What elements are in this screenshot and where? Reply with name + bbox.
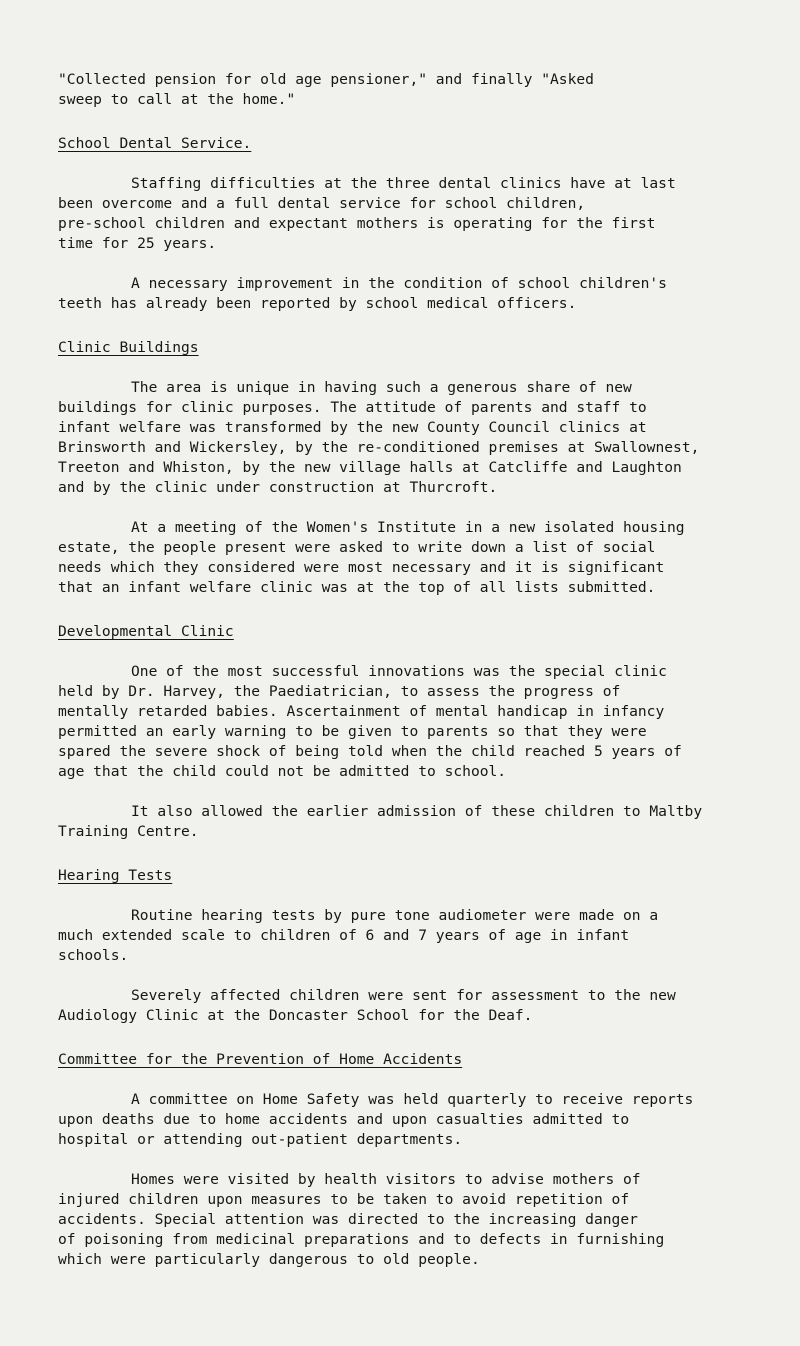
section-home-accidents-committee [58, 1050, 770, 1270]
section-paragraph: Homes were visited by health visitors to advise mothers of injured children upon measures to be taken to avoid repetition of accidents. Special attention was directed to the increasing danger of poisoning from medicinal preparations and to defects in furnishing which were particularly dangerous to old people. [58, 1171, 665, 1268]
section-paragraph: It also allowed the earlier admission of these children to Maltby Training Centre. [58, 803, 703, 840]
section-paragraph: A committee on Home Safety was held quarterly to receive reports upon deaths due to home accidents and upon casualties admitted to hospital or attending out-patient departments. [58, 1091, 694, 1148]
section-heading: Hearing Tests [58, 867, 173, 884]
section-hearing-tests [58, 866, 770, 1026]
section-paragraph: Severely affected children were sent for assessment to the new Audiology Clinic at the Doncaster School for the Deaf. [58, 987, 676, 1024]
section-school-dental-service [58, 134, 770, 314]
section-paragraph: One of the most successful innovations was the special clinic held by Dr. Harvey, the Paediatrician, to assess the progress of mentally retarded babies. Ascertainment of mental handicap in infancy permitted an early warning to be given to parents so that they were spared the severe shock of being told when the child reached 5 years of age that the child could not be admitted to school. [58, 663, 682, 780]
section-heading: Committee for the Prevention of Home Accidents [58, 1051, 463, 1068]
section-developmental-clinic [58, 622, 770, 842]
section-paragraph: Routine hearing tests by pure tone audiometer were made on a much extended scale to children of 6 and 7 years of age in infant schools. [58, 907, 659, 964]
section-clinic-buildings [58, 338, 770, 598]
section-paragraph: A necessary improvement in the condition of school children's teeth has already been reported by school medical officers. [58, 275, 667, 312]
section-paragraph: At a meeting of the Women's Institute in a new isolated housing estate, the people present were asked to write down a list of social needs which they considered were most necessary and it is significant that an infant welfare clinic was at the top of all lists submitted. [58, 519, 685, 596]
intro-paragraph: "Collected pension for old age pensioner," and finally "Asked sweep to call at the home." [58, 71, 594, 108]
section-heading: Developmental Clinic [58, 623, 234, 640]
section-paragraph: The area is unique in having such a generous share of new buildings for clinic purposes. The attitude of parents and staff to infant welfare was transformed by the new County Council clinics at Brinsworth and Wickersley, by the re-conditioned premises at Swallownest, Treeton and Whiston, by the new village halls at Catcliffe and Laughton and by the clinic under construction at Thurcroft. [58, 379, 700, 496]
section-paragraph: Staffing difficulties at the three dental clinics have at last been overcome and a full dental service for school children, pre-school children and expectant mothers is operating for the first time for 25 years. [58, 175, 676, 252]
section-heading: Clinic Buildings [58, 339, 199, 356]
section-heading: School Dental Service. [58, 135, 252, 152]
